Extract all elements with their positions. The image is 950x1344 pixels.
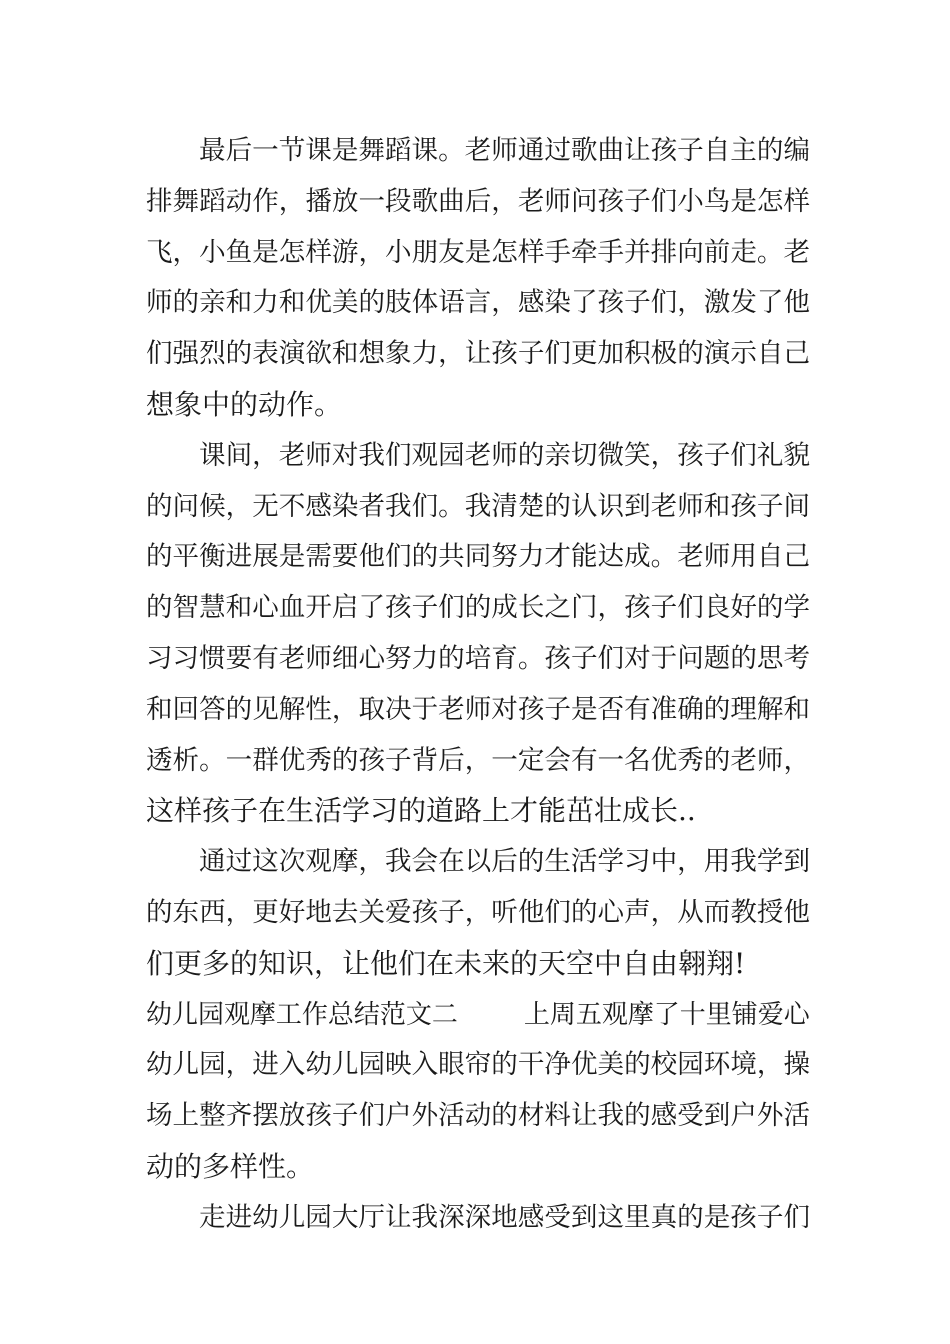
text-line: 场上整齐摆放孩子们户外活动的材料让我的感受到户外活	[146, 1100, 810, 1132]
text-line: 习习惯要有老师细心努力的培育。孩子们对于问题的思考	[146, 642, 810, 674]
text-line: 们强烈的表演欲和想象力，让孩子们更加积极的演示自己	[146, 338, 810, 370]
document-body	[146, 126, 810, 1244]
text-line: 的智慧和心血开启了孩子们的成长之门，孩子们良好的学	[146, 592, 810, 624]
section-heading-line: 幼儿园观摩工作总结范文二 上周五观摩了十里铺爱心	[146, 999, 810, 1030]
text-line: 师的亲和力和优美的肢体语言，感染了孩子们，激发了他	[146, 287, 810, 319]
text-line: 最后一节课是舞蹈课。老师通过歌曲让孩子自主的编	[199, 135, 810, 166]
text-line: 想象中的动作。	[146, 387, 343, 421]
text-line: 透析。一群优秀的孩子背后，一定会有一名优秀的老师，	[146, 744, 810, 776]
text-line: 幼儿园，进入幼儿园映入眼帘的干净优美的校园环境，操	[146, 1049, 810, 1081]
text-line: 走进幼儿园大厅让我深深地感受到这里真的是孩子们	[199, 1201, 810, 1233]
text-line: 们更多的知识，让他们在未来的天空中自由翱翔!	[146, 946, 746, 980]
text-line: 动的多样性。	[146, 1149, 315, 1183]
text-line: 排舞蹈动作，播放一段歌曲后，老师问孩子们小鸟是怎样	[146, 185, 810, 217]
text-line: 的东西，更好地去关爱孩子，听他们的心声，从而教授他	[146, 896, 810, 928]
text-line: 和回答的见解性，取决于老师对孩子是否有准确的理解和	[146, 693, 810, 725]
text-line: 通过这次观摩，我会在以后的生活学习中，用我学到	[199, 846, 810, 878]
text-line: 的平衡进展是需要他们的共同努力才能达成。老师用自己	[146, 541, 810, 573]
text-line: 这样孩子在生活学习的道路上才能茁壮成长..	[146, 794, 696, 828]
text-line: 课间，老师对我们观园老师的亲切微笑，孩子们礼貌	[199, 439, 810, 471]
text-line: 的问候，无不感染者我们。我清楚的认识到老师和孩子间	[146, 490, 810, 522]
text-line: 飞，小鱼是怎样游，小朋友是怎样手牵手并排向前走。老	[146, 236, 810, 268]
